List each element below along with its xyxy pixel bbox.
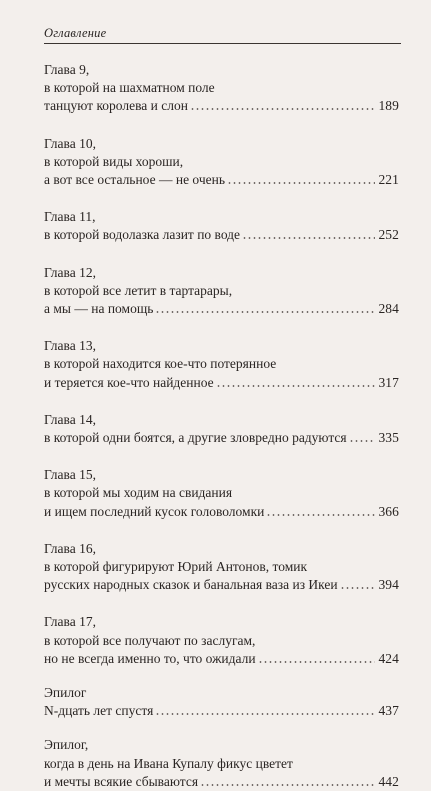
toc-entry-page-line (44, 503, 399, 521)
toc-entry-page-line (44, 576, 399, 594)
header-divider (44, 43, 401, 44)
toc-entry-subtitle-line: в которой все получают по заслугам, (44, 632, 256, 648)
toc-entry-subtitle-line: в которой фигурируют Юрий Антонов, томик (44, 559, 308, 575)
page-number: 394 (378, 577, 399, 593)
toc-entry-subtitle-end: N-дцать лет спустя (44, 703, 154, 719)
dot-leader (216, 380, 376, 388)
toc-entry-title: Глава 10, (44, 135, 96, 151)
toc-entry-epilogue-2 (44, 736, 399, 791)
toc-entry-title: Эпилог (44, 685, 87, 701)
toc-entry-subtitle-end: в которой водолазка лазит по воде (44, 227, 241, 243)
page-number: 335 (378, 430, 399, 446)
toc-entry-chapter-15 (44, 466, 399, 521)
toc-entry-page-line (44, 650, 399, 668)
toc-entry-title: Глава 12, (44, 264, 96, 280)
toc-entry-title: Глава 16, (44, 540, 96, 556)
page-number: 366 (378, 503, 399, 519)
toc-entry-subtitle-line: в которой на шахматном поле (44, 80, 215, 96)
toc-entry-title: Эпилог, (44, 737, 89, 753)
toc-entry-title: Глава 15, (44, 467, 96, 483)
toc-entry-subtitle-line: в которой все летит в тартарары, (44, 282, 233, 298)
page-title: Оглавление (44, 26, 107, 40)
toc-entry-page-line (44, 374, 399, 392)
toc-entry-subtitle-end: в которой одни боятся, а другие зловредно радуются (44, 430, 347, 446)
dot-leader (155, 708, 375, 716)
toc-entry-chapter-16 (44, 540, 399, 595)
dot-leader (200, 779, 375, 787)
toc-entry-subtitle-end: танцуют королева и слон (44, 98, 188, 114)
toc-entry-subtitle-end: а вот все остальное — не очень (44, 172, 225, 188)
toc-entry-subtitle-end: но не всегда именно то, что ожидали (44, 650, 256, 666)
toc-entry-subtitle-line: в которой виды хороши, (44, 153, 184, 169)
toc-entry-chapter-9 (44, 61, 399, 116)
toc-entry-page-line (44, 226, 399, 244)
page-header (44, 0, 399, 48)
page-number: 424 (378, 650, 399, 666)
toc-entry-chapter-12 (44, 264, 399, 319)
page-number: 442 (378, 773, 399, 789)
page-number: 189 (378, 98, 399, 114)
toc-entry-chapter-11 (44, 208, 399, 244)
dot-leader (340, 582, 376, 590)
toc-entry-chapter-13 (44, 337, 399, 392)
page-number: 221 (378, 172, 399, 188)
toc-entry-page-line (44, 702, 399, 720)
toc-entry-chapter-14 (44, 411, 399, 447)
toc-entry-subtitle-end: русских народных сказок и банальная ваза из Икеи (44, 577, 338, 593)
toc-entry-title: Глава 13, (44, 338, 96, 354)
table-of-contents (44, 61, 399, 791)
page-number: 252 (378, 227, 399, 243)
toc-entry-subtitle-line: в которой мы ходим на свидания (44, 485, 233, 501)
toc-entry-title: Глава 14, (44, 411, 96, 427)
toc-entry-subtitle-end: и ищем последний кусок головоломки (44, 503, 265, 519)
dot-leader (155, 306, 375, 314)
dot-leader (190, 103, 375, 111)
toc-entry-subtitle-end: и теряется кое-что найденное (44, 374, 214, 390)
toc-entry-title: Глава 9, (44, 62, 90, 77)
dot-leader (227, 177, 375, 185)
toc-entry-subtitle-end: а мы — на помощь (44, 301, 154, 317)
toc-entry-page-line (44, 429, 399, 447)
toc-entry-title: Глава 17, (44, 614, 96, 630)
toc-entry-epilogue-1 (44, 684, 399, 720)
toc-entry-page-line (44, 773, 399, 791)
toc-entry-title: Глава 11, (44, 209, 96, 225)
page-number: 317 (378, 374, 399, 390)
toc-entry-subtitle-end: и мечты всякие сбываются (44, 773, 199, 789)
dot-leader (266, 509, 375, 517)
toc-entry-page-line (44, 300, 399, 318)
toc-entry-subtitle-line: в которой находится кое-что потерянное (44, 356, 277, 372)
toc-entry-subtitle-line: когда в день на Ивана Купалу фикус цветет (44, 755, 293, 771)
dot-leader (258, 656, 376, 664)
toc-entry-chapter-10 (44, 135, 399, 190)
dot-leader (349, 435, 376, 443)
page-number: 437 (378, 703, 399, 719)
toc-entry-page-line (44, 97, 399, 115)
page-number: 284 (378, 301, 399, 317)
toc-entry-page-line (44, 171, 399, 189)
dot-leader (242, 232, 375, 240)
toc-entry-chapter-17 (44, 613, 399, 668)
